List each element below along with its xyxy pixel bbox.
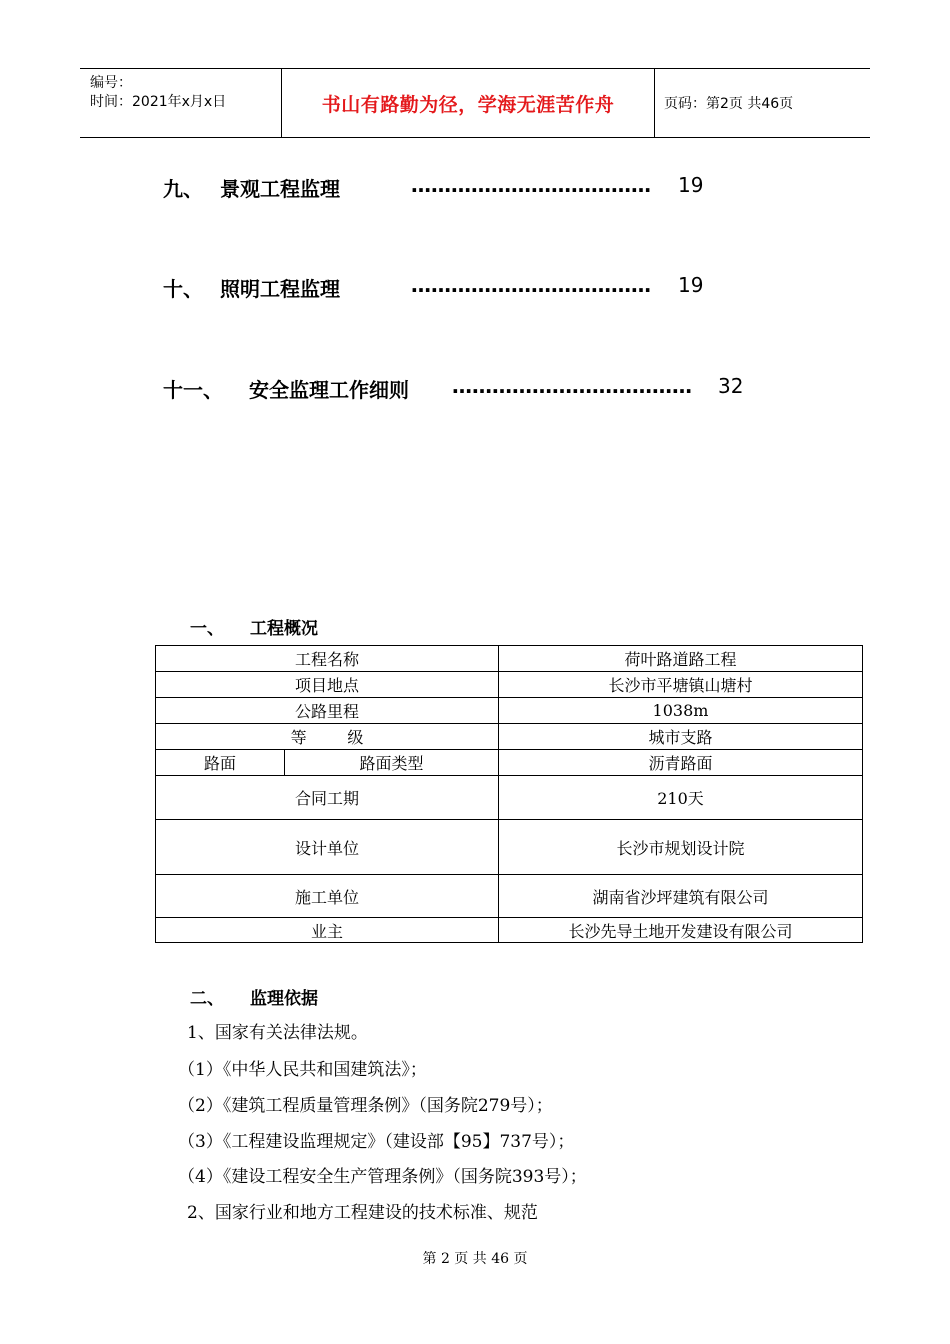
section-title: 监理依据 [250,989,318,1009]
header-motto-cell [281,69,655,137]
table-row [156,820,863,875]
table-label: 合同工期 [156,776,499,820]
table-row [156,646,863,672]
motto-text: 书山有路勤为径，学海无涯苦作舟 [321,93,615,116]
table-row [156,875,863,918]
header-page-cell [655,69,870,137]
table-label: 等 级 [156,724,499,750]
page-footer: 第 2 页 共 46 页 [422,1251,528,1267]
table-label: 公路里程 [156,698,499,724]
table-value: 1038m [499,698,863,724]
toc-title: 安全监理工作细则 [249,378,409,402]
page-code: 页码：第2页 共46页 [664,96,794,112]
table-value: 长沙市平塘镇山塘村 [499,672,863,698]
table-row [156,724,863,750]
table-row [156,672,863,698]
body-paragraph: （2）《建筑工程质量管理条例》（国务院279号）； [178,1096,553,1116]
toc-page: 32 [718,374,744,398]
table-value: 210天 [499,776,863,820]
table-row [156,750,863,776]
toc-title: 照明工程监理 [220,277,340,301]
body-paragraph: 2、国家行业和地方工程建设的技术标准、规范 [187,1203,538,1223]
body-paragraph: 1、国家有关法律法规。 [187,1023,368,1043]
toc-leader: ……………………………… [452,374,692,398]
header-meta [80,69,280,137]
table-label: 路面 [156,750,285,776]
toc-leader: ……………………………… [411,173,651,197]
page-header [80,68,870,138]
table-value: 长沙市规划设计院 [499,820,863,875]
toc-number: 九、 [163,177,203,201]
table-row [156,918,863,943]
time-label: 时间：2021年x月x日 [90,94,227,110]
toc-entry[interactable] [163,173,723,199]
section-title: 工程概况 [250,619,318,639]
table-row [156,776,863,820]
section-number: 一、 [190,619,224,639]
body-paragraph: （3）《工程建设监理规定》（建设部【95】737号）； [178,1132,575,1152]
number-label: 编号： [90,75,132,91]
project-overview-table [155,645,863,943]
table-label: 施工单位 [156,875,499,918]
toc-entry[interactable] [163,273,723,299]
body-paragraph: （1）《中华人民共和国建筑法》； [178,1060,427,1080]
section-number: 二、 [190,989,224,1009]
table-value: 荷叶路道路工程 [499,646,863,672]
toc-number: 十一、 [163,378,223,402]
toc-entry[interactable] [163,374,763,400]
table-label: 项目地点 [156,672,499,698]
body-paragraph: （4）《建设工程安全生产管理条例》（国务院393号）； [178,1167,587,1187]
table-label: 路面类型 [285,750,499,776]
table-value: 沥青路面 [499,750,863,776]
table-value: 湖南省沙坪建筑有限公司 [499,875,863,918]
toc-page: 19 [678,273,704,297]
table-label: 业主 [156,918,499,943]
toc-page: 19 [678,173,704,197]
table-label: 设计单位 [156,820,499,875]
table-value: 长沙先导土地开发建设有限公司 [499,918,863,943]
table-value: 城市支路 [499,724,863,750]
table-label: 工程名称 [156,646,499,672]
table-row [156,698,863,724]
toc-title: 景观工程监理 [220,177,340,201]
toc-number: 十、 [163,277,203,301]
toc-leader: ……………………………… [411,273,651,297]
